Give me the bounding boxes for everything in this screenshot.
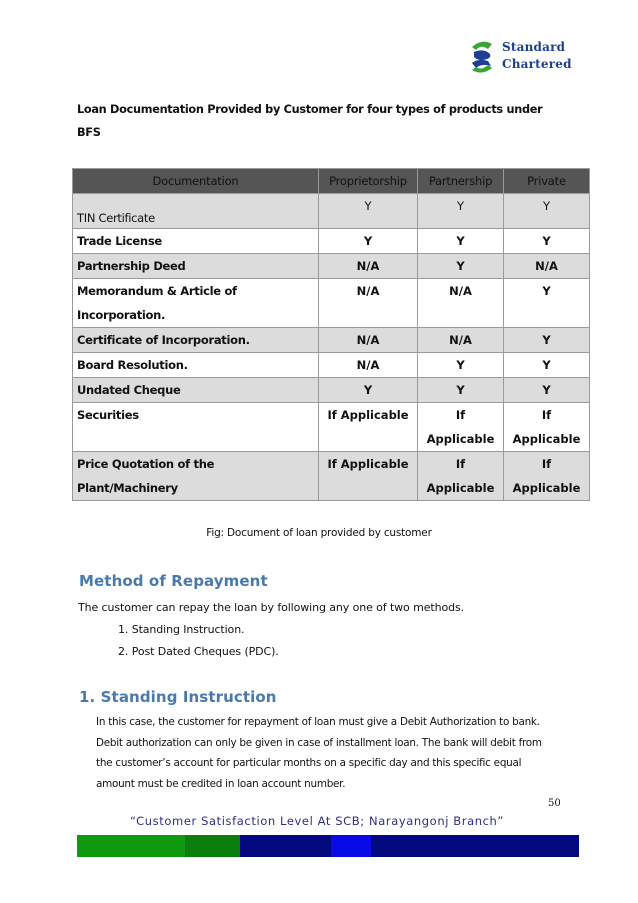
cell-line: Price Quotation of the xyxy=(77,457,215,471)
cell-private: Y xyxy=(504,194,590,229)
table-row xyxy=(73,254,590,279)
paragraph-line: Debit authorization can only be given in case of installment loan. The bank will debit from xyxy=(96,736,542,749)
table-row xyxy=(73,279,590,328)
table-header-row xyxy=(73,169,590,194)
header-private: Private xyxy=(504,169,590,194)
cell-line: Applicable xyxy=(426,481,495,495)
cell-line: If xyxy=(455,408,466,422)
cell-private: Y xyxy=(504,279,590,328)
paragraph-line: the customer’s account for particular months on a specific day and this specific equal xyxy=(96,757,522,769)
cell-documentation: Undated Cheque xyxy=(73,378,319,403)
cell-documentation: Partnership Deed xyxy=(73,254,319,279)
loan-documentation-table xyxy=(72,168,590,501)
cell-proprietorship: N/A xyxy=(319,279,418,328)
cell-private xyxy=(504,452,590,501)
cell-partnership: Y xyxy=(418,229,504,254)
cell-proprietorship: If Applicable xyxy=(319,452,418,501)
standard-chartered-emblem-icon xyxy=(468,38,496,76)
header-documentation: Documentation xyxy=(73,169,319,194)
cell-private: Y xyxy=(504,328,590,353)
brand-name-line2: Chartered xyxy=(502,57,572,71)
cell-documentation: Securities xyxy=(73,403,319,452)
brand-name-line1: Standard xyxy=(502,40,566,54)
cell-proprietorship: N/A xyxy=(319,353,418,378)
cell-partnership: Y xyxy=(418,353,504,378)
cell-partnership: N/A xyxy=(418,279,504,328)
cell-private: N/A xyxy=(504,254,590,279)
footer-quote: “Customer Satisfaction Level At SCB; Narayangonj Branch” xyxy=(130,814,504,828)
cell-line: If xyxy=(541,457,552,471)
cell-proprietorship: Y xyxy=(319,229,418,254)
table-row xyxy=(73,229,590,254)
cell-partnership: N/A xyxy=(418,328,504,353)
cell-line: Incorporation. xyxy=(77,308,166,322)
standard-chartered-logo xyxy=(468,36,572,76)
cell-line: Applicable xyxy=(512,432,581,446)
paragraph-line: amount must be credited in loan account number. xyxy=(96,777,346,790)
table-row xyxy=(73,353,590,378)
standing-instruction-paragraph xyxy=(96,712,562,794)
footer-bar-segment xyxy=(371,835,579,857)
cell-documentation: Certificate of Incorporation. xyxy=(73,328,319,353)
document-title-line2: BFS xyxy=(77,126,101,139)
method-list-item: 2. Post Dated Cheques (PDC). xyxy=(118,645,279,658)
cell-documentation: TIN Certificate xyxy=(73,194,319,229)
cell-documentation: Trade License xyxy=(73,229,319,254)
table-row xyxy=(73,194,590,229)
cell-partnership xyxy=(418,452,504,501)
cell-line: Applicable xyxy=(426,432,495,446)
page-number: 50 xyxy=(548,798,561,809)
table-row xyxy=(73,328,590,353)
method-list-item: 1. Standing Instruction. xyxy=(118,623,245,636)
cell-partnership: Y xyxy=(418,254,504,279)
cell-private xyxy=(504,403,590,452)
document-title xyxy=(77,98,577,144)
cell-documentation xyxy=(73,279,319,328)
cell-private: Y xyxy=(504,378,590,403)
table-caption: Fig: Document of loan provided by customer xyxy=(206,527,432,539)
cell-partnership: Y xyxy=(418,378,504,403)
method-intro-text: The customer can repay the loan by following any one of two methods. xyxy=(78,601,464,614)
header-partnership: Partnership xyxy=(418,169,504,194)
document-title-line1: Loan Documentation Provided by Customer for four types of products under xyxy=(77,103,543,116)
footer-bar-segment xyxy=(77,835,185,857)
footer-bar-segment xyxy=(331,835,371,857)
cell-line: Applicable xyxy=(512,481,581,495)
standing-instruction-heading: 1. Standing Instruction xyxy=(79,688,277,706)
cell-proprietorship: N/A xyxy=(319,328,418,353)
footer-bar-segment xyxy=(185,835,240,857)
table-row xyxy=(73,452,590,501)
cell-line: If xyxy=(541,408,552,422)
cell-private: Y xyxy=(504,353,590,378)
cell-proprietorship: If Applicable xyxy=(319,403,418,452)
cell-line: Memorandum & Article of xyxy=(77,284,237,298)
cell-documentation xyxy=(73,452,319,501)
table-row xyxy=(73,378,590,403)
paragraph-line: In this case, the customer for repayment of loan must give a Debit Authorization to bank. xyxy=(96,716,540,728)
footer-bar-segment xyxy=(240,835,331,857)
cell-proprietorship: N/A xyxy=(319,254,418,279)
cell-partnership: Y xyxy=(418,194,504,229)
table-row xyxy=(73,403,590,452)
header-proprietorship: Proprietorship xyxy=(319,169,418,194)
cell-private: Y xyxy=(504,229,590,254)
cell-documentation: Board Resolution. xyxy=(73,353,319,378)
cell-proprietorship: Y xyxy=(319,378,418,403)
cell-line: If xyxy=(455,457,466,471)
cell-partnership xyxy=(418,403,504,452)
footer-text xyxy=(0,814,638,828)
method-of-repayment-heading: Method of Repayment xyxy=(79,572,268,590)
cell-line: Plant/Machinery xyxy=(77,481,178,495)
cell-proprietorship: Y xyxy=(319,194,418,229)
